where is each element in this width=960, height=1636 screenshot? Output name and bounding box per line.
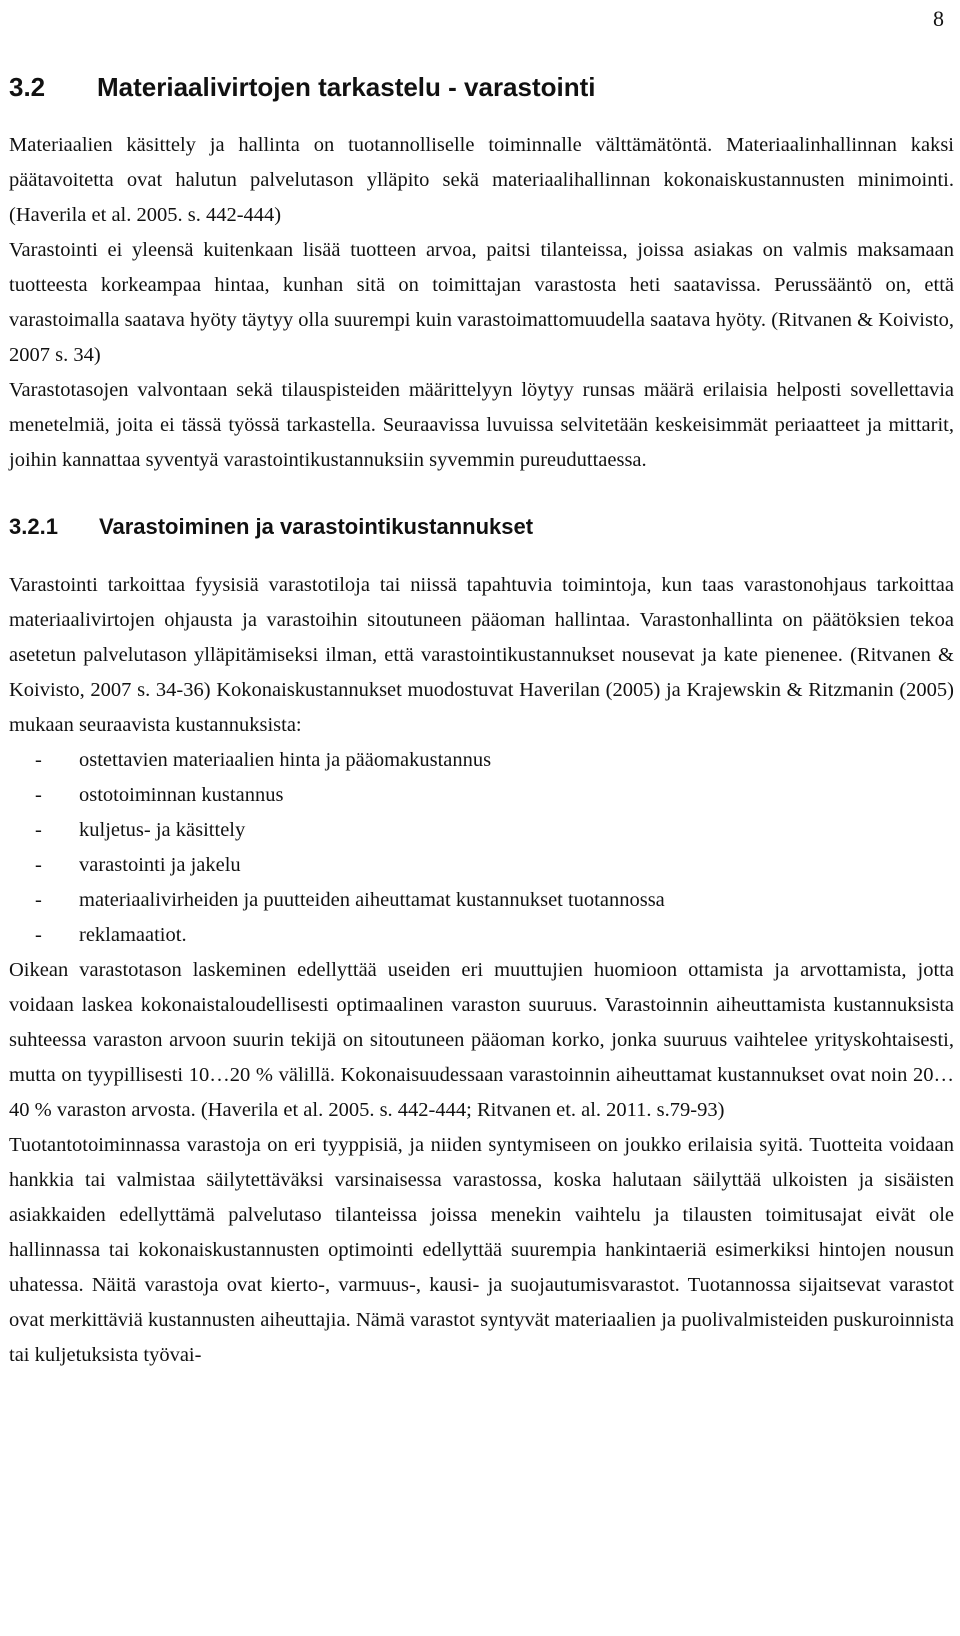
section-title: Materiaalivirtojen tarkastelu - varastointi bbox=[97, 72, 596, 102]
paragraph: Tuotantotoiminnassa varastoja on eri tyyppisiä, ja niiden syntymiseen on joukko erilaisia syitä. Tuotteita voidaan hankkia tai valmistaa säilytettäväksi varsinaisessa varastossa, koska halutaan säilyttää ulkoisten ja sisäisten asiakkaiden edellyttämä palvelutaso tilanteissa joissa menekin vaihtelu ja tilausten toimitusajat eivät ole hallinnassa tai kokonaiskustannusten optimointi edellyttää suurempia hankintaeriä esimerkiksi hintojen nousun uhatessa. Näitä varastoja ovat kierto-, varmuus-, kausi- ja suojautumisvarastot. Tuotannossa sijaitsevat varastot ovat merkittäviä kustannusten aiheuttajia. Nämä varastot syntyvät materiaalien ja puolivalmisteiden puskuroinnista tai kuljetuksista työvai- bbox=[9, 1134, 954, 1366]
list-item: - varastointi ja jakelu bbox=[35, 848, 954, 883]
list-item: - reklamaatiot. bbox=[35, 918, 954, 953]
subsection-title: Varastoiminen ja varastointikustannukset bbox=[99, 514, 534, 539]
list-item: - ostettavien materiaalien hinta ja pääomakustannus bbox=[35, 743, 954, 778]
page-number: 8 bbox=[933, 6, 944, 31]
section-number: 3.2 bbox=[9, 72, 46, 102]
paragraph: Varastotasojen valvontaan sekä tilauspisteiden määrittelyyn löytyy runsas määrä erilaisia helposti sovellettavia menetelmiä, joita ei tässä työssä tarkastella. Seuraavissa luvuissa selvitetään keskeisimmät periaatteet ja mittarit, joihin kannattaa syventyä varastointikustannuksiin syvemmin pureuduttaessa. bbox=[9, 379, 954, 471]
paragraph: Varastointi tarkoittaa fyysisiä varastotiloja tai niissä tapahtuvia toimintoja, kun taas varastonohjaus tarkoittaa materiaalivirtojen ohjausta ja varastoihin sitoutuneen pääoman hallintaa. Varastonhallinta on päätöksien tekoa asetetun palvelutason ylläpitämiseksi ilman, että varastointikustannukset nousevat ja kate pienenee. (Ritvanen & Koivisto, 2007 s. 34-36) Kokonaiskustannukset muodostuvat Haverilan (2005) ja Krajewskin & Ritzmanin (2005) mukaan seuraavista kustannuksista: bbox=[9, 574, 954, 736]
subsection-number: 3.2.1 bbox=[9, 514, 58, 539]
paragraph: Varastointi ei yleensä kuitenkaan lisää tuotteen arvoa, paitsi tilanteissa, joissa asiakas on valmis maksamaan tuotteesta korkeampaa hintaa, kunhan sitä on toimittajan varastosta heti saatavissa. Perussääntö on, että varastoimalla saatava hyöty täytyy olla suurempi kuin varastoimattomuudella saatava hyöty. (Ritvanen & Koivisto, 2007 s. 34) bbox=[9, 239, 954, 366]
subsection-heading bbox=[9, 514, 954, 540]
list-item: - materiaalivirheiden ja puutteiden aiheuttamat kustannukset tuotannossa bbox=[35, 883, 954, 918]
list-item: - kuljetus- ja käsittely bbox=[35, 813, 954, 848]
paragraph: Materiaalien käsittely ja hallinta on tuotannolliselle toiminnalle välttämätöntä. Materiaalinhallinnan kaksi päätavoitetta ovat halutun palvelutason ylläpito sekä materiaalihallinnan kokonaiskustannusten minimointi. (Haverila et al. 2005. s. 442-444) bbox=[9, 134, 954, 226]
page-content bbox=[9, 72, 954, 1373]
section-heading bbox=[9, 72, 954, 103]
paragraph: Oikean varastotason laskeminen edellyttää useiden eri muuttujien huomioon ottamista ja arvottamista, jotta voidaan laskea kokonaistaloudellisesti optimaalinen varaston suuruus. Varastoinnin aiheuttamista kustannuksista suhteessa varaston arvoon suurin tekijä on sitoutuneen pääoman korko, jonka suuruus vaihtelee yrityskohtaisesti, mutta on tyypillisesti 10…20 % välillä. Kokonaisuudessaan varastoinnin aiheuttamat kustannukset ovat noin 20…40 % varaston arvosta. (Haverila et al. 2005. s. 442-444; Ritvanen et. al. 2011. s.79-93) bbox=[9, 959, 954, 1121]
cost-list bbox=[9, 743, 954, 953]
list-item: - ostotoiminnan kustannus bbox=[35, 778, 954, 813]
